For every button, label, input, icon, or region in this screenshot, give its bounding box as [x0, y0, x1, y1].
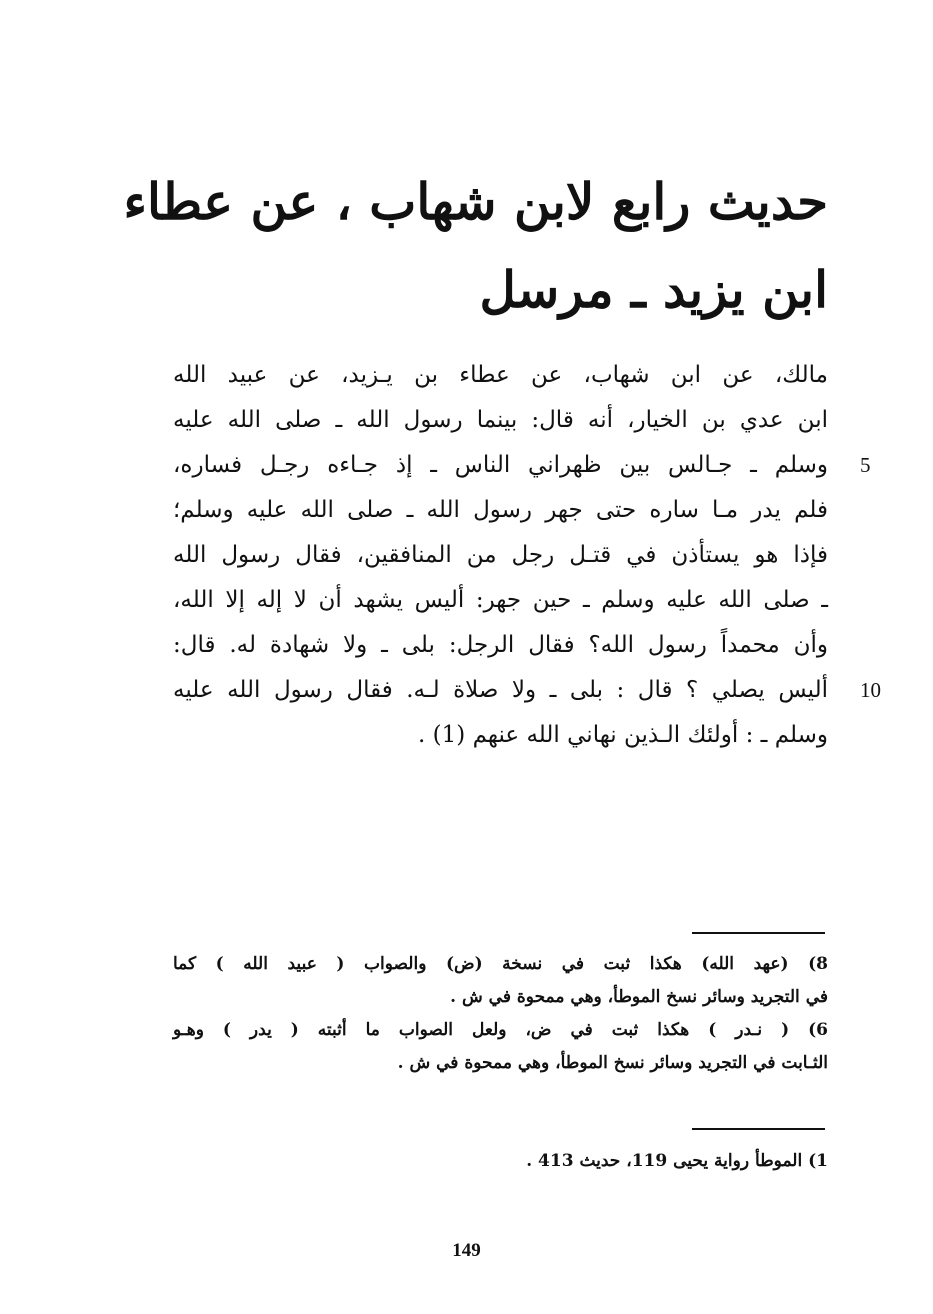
chapter-heading — [123, 158, 828, 334]
variant-note-line: 8) (عهد الله) هكذا ثبت في نسخة (ض) والصواب ( عبيد الله ) كما — [173, 954, 828, 974]
text-line: ابن عدي بن الخيار، أنه قال: بينما رسول الله ـ صلى الله عليه — [173, 407, 828, 433]
footnote-line: 1) الموطأ رواية يحيى 119، حديث 413 . — [526, 1151, 828, 1171]
variant-note-line: في التجريد وسائر نسخ الموطأ، وهي ممحوة في ش . — [450, 987, 828, 1007]
notes-divider — [692, 932, 825, 934]
text-line: فلم يدر مـا ساره حتى جهر رسول الله ـ صلى الله عليه وسلم؛ — [173, 497, 828, 523]
variant-note-line: الثـابت في التجريد وسائر نسخ الموطأ، وهي ممحوة في ش . — [397, 1053, 828, 1073]
heading-line-1: حديث رابع لابن شهاب ، عن عطاء — [123, 172, 828, 231]
text-line: ـ صلى الله عليه وسلم ـ حين جهر: أليس يشهد أن لا إله إلا الله، — [173, 587, 828, 613]
page-number: 149 — [452, 1240, 481, 1261]
variant-note-line: 6) ( نـدر ) هكذا ثبت في ض، ولعل الصواب ما أثبته ( يدر ) وهـو — [173, 1020, 828, 1040]
line-number-5: 5 — [860, 453, 871, 477]
footnotes — [173, 1145, 828, 1178]
text-line: أليس يصلي ؟ قال : بلى ـ ولا صلاة لـه. فقال رسول الله عليه — [173, 677, 828, 703]
footnote-divider — [692, 1128, 825, 1130]
line-number-10: 10 — [860, 678, 881, 702]
heading-line-2: ابن يزيد ـ مرسل — [479, 260, 828, 319]
text-line: فإذا هو يستأذن في قتـل رجل من المنافقين، فقال رسول الله — [173, 542, 828, 568]
text-line: وأن محمداً رسول الله؟ فقال الرجل: بلى ـ ولا شهادة له. قال: — [173, 632, 828, 658]
variant-notes — [173, 948, 828, 1080]
text-line: وسلم ـ جـالس بين ظهراني الناس ـ إذ جـاءه رجـل فساره، — [173, 452, 828, 478]
hadith-text — [173, 353, 828, 758]
text-line: وسلم ـ : أولئك الـذين نهاني الله عنهم (1) . — [418, 722, 828, 748]
text-line: مالك، عن ابن شهاب، عن عطاء بن يـزيد، عن عبيد الله — [173, 362, 828, 388]
